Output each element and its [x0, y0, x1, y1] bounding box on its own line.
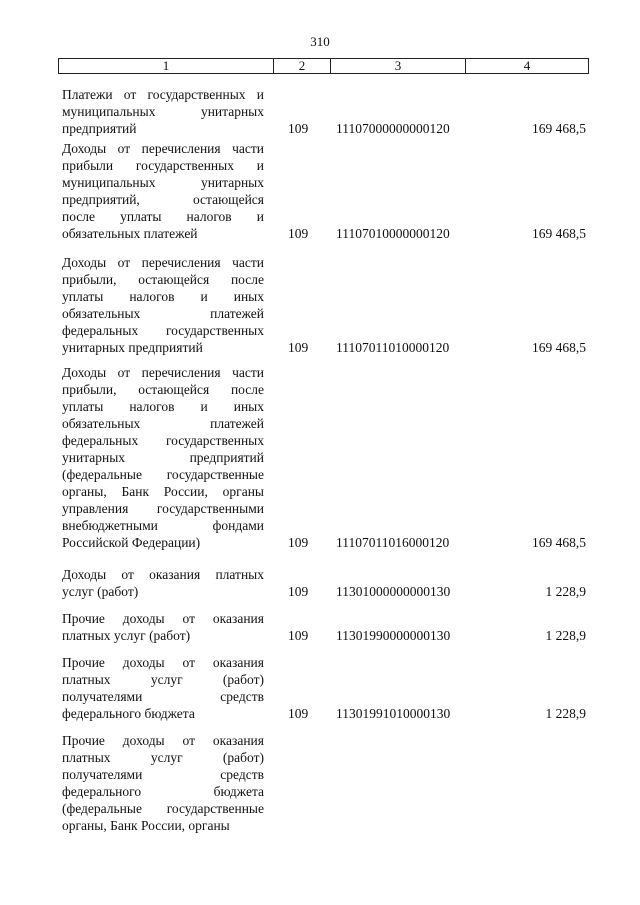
description-line: Доходы от перечисления части: [62, 141, 264, 156]
header-col-2: 2: [274, 59, 331, 73]
description-line: унитарных предприятий: [62, 340, 203, 355]
row-kbk: 11301991010000130: [336, 706, 451, 721]
description-line: предприятий, остающейся: [62, 192, 264, 207]
description-line: органы, Банк России, органы: [62, 818, 230, 833]
description-line: Платежи от государственных и: [62, 87, 264, 102]
description-line: услуг (работ): [62, 584, 139, 599]
row-amount: 1 228,9: [545, 628, 586, 643]
description-line: (федеральные государственные: [62, 467, 264, 482]
table-header-row: [58, 58, 589, 74]
description-line: после уплаты налогов и: [62, 209, 264, 224]
header-col-4: 4: [523, 58, 531, 73]
description-line: Доходы от оказания платных: [62, 567, 264, 582]
description-line: прибыли государственных и: [62, 158, 264, 173]
description-line: управления государственными: [62, 501, 264, 516]
row-code: 109: [288, 628, 309, 643]
row-amount: 169 468,5: [532, 535, 586, 550]
row-kbk: 11301990000000130: [336, 628, 451, 643]
header-col-3: 3: [331, 59, 466, 73]
row-code: 109: [288, 584, 309, 599]
description-line: уплаты налогов и иных: [62, 289, 264, 304]
description-line: Прочие доходы от оказания: [62, 611, 264, 626]
row-kbk: 11107000000000120: [336, 121, 450, 136]
page-number: 310: [310, 34, 330, 49]
row-description: [62, 86, 264, 137]
row-description: [62, 364, 264, 551]
description-line: муниципальных унитарных: [62, 175, 264, 190]
description-line: уплаты налогов и иных: [62, 399, 264, 414]
row-description: [62, 254, 264, 356]
description-line: унитарных предприятий: [62, 450, 264, 465]
description-line: (федеральные государственные: [62, 801, 264, 816]
description-line: муниципальных унитарных: [62, 104, 264, 119]
description-line: федерального бюджета: [62, 706, 195, 721]
row-description: [62, 610, 264, 644]
description-line: Прочие доходы от оказания: [62, 733, 264, 748]
row-description: [62, 566, 264, 600]
row-kbk: 11107011016000120: [336, 535, 450, 550]
description-line: Доходы от перечисления части: [62, 365, 264, 380]
description-line: федерального бюджета: [62, 784, 264, 799]
description-line: внебюджетными фондами: [62, 518, 264, 533]
description-line: получателями средств: [62, 689, 264, 704]
description-line: предприятий: [62, 121, 137, 136]
row-code: 109: [288, 535, 309, 550]
description-line: платных услуг (работ): [62, 672, 264, 687]
description-line: прибыли, остающейся после: [62, 272, 264, 287]
row-kbk: 11301000000000130: [336, 584, 451, 599]
row-code: 109: [288, 121, 309, 136]
row-amount: 169 468,5: [532, 121, 586, 136]
description-line: федеральных государственных: [62, 323, 264, 338]
row-code: 109: [288, 226, 309, 241]
description-line: обязательных платежей: [62, 416, 264, 431]
description-line: федеральных государственных: [62, 433, 264, 448]
description-line: обязательных платежей: [62, 306, 264, 321]
row-amount: 1 228,9: [545, 706, 586, 721]
row-code: 109: [288, 340, 309, 355]
description-line: прибыли, остающейся после: [62, 382, 264, 397]
description-line: платных услуг (работ): [62, 750, 264, 765]
header-col-1: 1: [59, 59, 274, 73]
description-line: получателями средств: [62, 767, 264, 782]
row-amount: 169 468,5: [532, 340, 586, 355]
description-line: Прочие доходы от оказания: [62, 655, 264, 670]
row-amount: 1 228,9: [545, 584, 586, 599]
row-description: [62, 732, 264, 834]
row-amount: 169 468,5: [532, 226, 586, 241]
row-description: [62, 140, 264, 242]
description-line: Доходы от перечисления части: [62, 255, 264, 270]
description-line: платных услуг (работ): [62, 628, 191, 643]
description-line: органы, Банк России, органы: [62, 484, 264, 499]
row-kbk: 11107011010000120: [336, 340, 450, 355]
row-code: 109: [288, 706, 309, 721]
row-kbk: 11107010000000120: [336, 226, 450, 241]
description-line: обязательных платежей: [62, 226, 198, 241]
row-description: [62, 654, 264, 722]
description-line: Российской Федерации): [62, 535, 201, 550]
